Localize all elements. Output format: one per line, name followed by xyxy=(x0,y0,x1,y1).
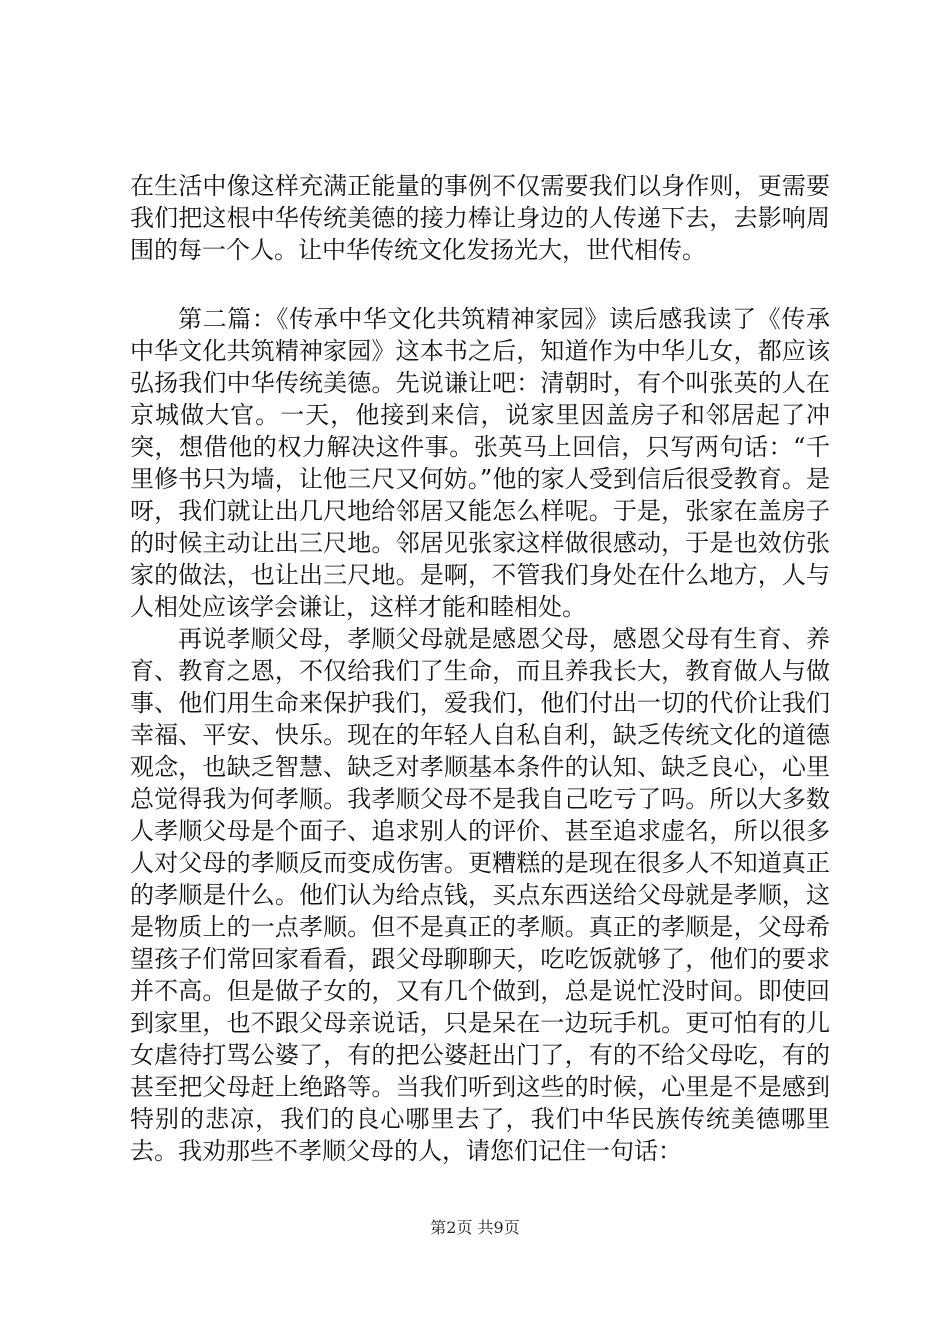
document-body xyxy=(130,170,830,1167)
page-footer: 第2页 共9页 xyxy=(430,1218,520,1237)
paragraph-chapter-two: 第二篇：《传承中华文化共筑精神家园》读后感我读了《传承中华文化共筑精神家园》这本书之后，知道作为中华儿女，都应该弘扬我们中华传统美德。先说谦让吧：清朝时，有个叫张英的人在京城做大官。一天，他接到来信，说家里因盖房子和邻居起了冲突，想借他的权力解决这件事。张英马上回信，只写两句话：“千里修书只为墙，让他三尺又何妨。”他的家人受到信后很受教育。是呀，我们就让出几尺地给邻居又能怎么样呢。于是，张家在盖房子的时候主动让出三尺地。邻居见张家这样做很感动，于是也效仿张家的做法，也让出三尺地。是啊，不管我们身处在什么地方，人与人相处应该学会谦让，这样才能和睦相处。 xyxy=(130,305,830,621)
paragraph-intro: 在生活中像这样充满正能量的事例不仅需要我们以身作则，更需要我们把这根中华传统美德的接力棒让身边的人传递下去，去影响周围的每一个人。让中华传统文化发扬光大，世代相传。 xyxy=(130,172,830,264)
paragraph-filial-piety: 再说孝顺父母，孝顺父母就是感恩父母，感恩父母有生育、养育、教育之恩，不仅给我们了生命，而且养我长大，教育做人与做事、他们用生命来保护我们，爱我们，他们付出一切的代价让我们幸福、平安、快乐。现在的年轻人自私自利，缺乏传统文化的道德观念，也缺乏智慧、缺乏对孝顺基本条件的认知、缺乏良心，心里总觉得我为何孝顺。我孝顺父母不是我自己吃亏了吗。所以大多数人孝顺父母是个面子、追求别人的评价、甚至追求虚名，所以很多人对父母的孝顺反而变成伤害。更糟糕的是现在很多人不知道真正的孝顺是什么。他们认为给点钱，买点东西送给父母就是孝顺，这是物质上的一点孝顺。但不是真正的孝顺。真正的孝顺是，父母希望孩子们常回家看看，跟父母聊聊天，吃吃饭就够了，他们的要求并不高。但是做子女的，又有几个做到，总是说忙没时间。即使回到家里，也不跟父母亲说话，只是呆在一边玩手机。更可怕有的儿女虐待打骂公婆了，有的把公婆赶出门了，有的不给父母吃，有的甚至把父母赶上绝路等。当我们听到这些的时候，心里是不是感到特别的悲凉，我们的良心哪里去了，我们中华民族传统美德哪里去。我劝那些不孝顺父母的人，请您们记住一句话： xyxy=(130,625,830,1165)
